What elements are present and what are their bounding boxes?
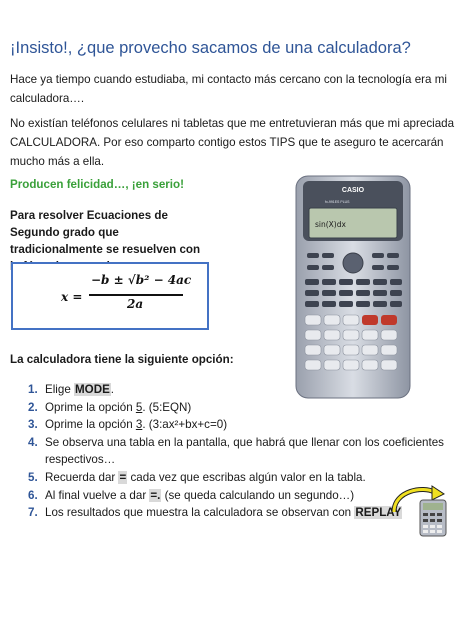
- step-text: Recuerda dar = cada vez que escribas algún valor en la tabla.: [45, 471, 366, 484]
- key-label: REPLAY: [355, 506, 402, 519]
- calculator-brand: CASIO: [341, 187, 365, 194]
- equation-intro: Para resolver Ecuaciones de Segundo grado que tradicionalmente se resuelven con: [10, 209, 201, 256]
- key-label: =.: [150, 489, 161, 502]
- calculator-model: fx-991ES PLUS: [325, 200, 350, 204]
- step-text: Al final vuelve a dar =. (se queda calculando un segundo…): [45, 489, 355, 502]
- formula-denominator: 2a: [127, 297, 144, 311]
- paragraph-story: No existían teléfonos celulares ni tabletas que me entretuvieran más que mi apreciada CALCULADORA. Por eso comparto contigo estos TIPS que te aseguro te acercarán mucho más a ella.: [10, 117, 455, 168]
- step-text: Los resultados que muestra la calculadora se observan con REPLAY: [45, 506, 402, 519]
- step-number: 2.: [28, 401, 38, 414]
- step-text: Oprime la opción 5. (5:EQN): [45, 401, 192, 414]
- paragraph-intro: Hace ya tiempo cuando estudiaba, mi contacto más cercano con la tecnología era mi calculadora….: [10, 73, 447, 105]
- formula-lhs: x =: [61, 290, 83, 304]
- option-heading: La calculadora tiene la siguiente opción:: [10, 353, 234, 366]
- step-number: 5.: [28, 471, 38, 484]
- step-text: Elige MODE.: [45, 383, 115, 396]
- page-title: ¡Insisto!, ¿que provecho sacamos de una calculadora?: [10, 39, 411, 57]
- calculator-image: [295, 175, 411, 399]
- step-number: 6.: [28, 489, 38, 502]
- key-label: =: [119, 471, 127, 484]
- key-label: 5: [135, 401, 143, 414]
- quadratic-formula-box: [11, 262, 209, 330]
- step-number: 1.: [28, 383, 38, 396]
- step-number: 7.: [28, 506, 38, 519]
- step-number: 3.: [28, 418, 38, 431]
- key-label: 3: [135, 418, 143, 431]
- key-label: MODE: [75, 383, 110, 396]
- formula-numerator: −b ± √b² − 4ac: [91, 273, 192, 287]
- small-calculator-arrow-image: [388, 482, 450, 538]
- step-number: 4.: [28, 436, 38, 449]
- step-text: Se observa una tabla en la pantalla, que habrá que llenar con los coeficientes respectivos…: [45, 436, 444, 466]
- green-highlight: Producen felicidad…, ¡en serio!: [10, 178, 184, 191]
- step-text: Oprime la opción 3. (3:ax²+bx+c=0): [45, 418, 228, 431]
- calculator-display: sin(X)dx: [315, 220, 346, 229]
- fraction-bar: [89, 294, 183, 296]
